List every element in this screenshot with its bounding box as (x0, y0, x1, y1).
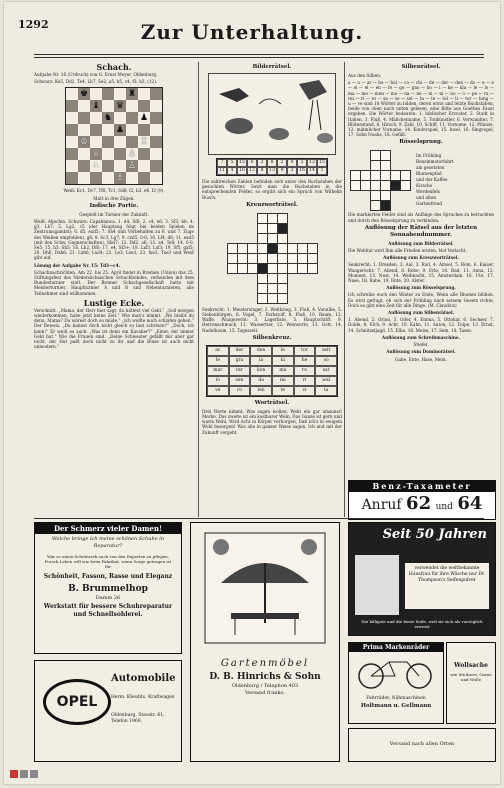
syllable-cell: he (294, 356, 316, 366)
number-grid (216, 158, 328, 176)
number-cell: 14 (307, 167, 317, 175)
chess-square (102, 148, 114, 160)
chess-square (102, 88, 114, 100)
chess-square (150, 172, 162, 184)
syllable-cell: ri (294, 376, 316, 386)
benz-ad-call: Anruf (361, 497, 402, 513)
knight-puzzle-block (348, 148, 494, 212)
shoe-ad-name: B. Brummelhop (68, 584, 148, 594)
solution-2-text: Senkrecht: 1. Dresden, 2. Aal, 3. Rad, 4. Amsel, 5. Rom, 6. Kaiser. Waagerecht: 7. Abend, 8. Rebe, 9. Erle, 10. Rad, 11. Anna, 12. Moment, 13. Nest, 14. Weihnacht, 15. Amsterdam, 16. Ute, 17. Nase, 18. Rabe, 19. Ente, 20. Alster. (348, 262, 494, 284)
solution-4-title: Auflösung zum Silbenrätsel. (387, 310, 455, 316)
chess-title: Schach. (96, 62, 132, 72)
solution-5-text: Stiefel. (413, 342, 429, 348)
solution-1-title: Auflösung zum Bilderrätsel. (388, 240, 454, 246)
ads-rule (34, 518, 484, 519)
knight-puzzle-title: Rösselsprung. (399, 139, 443, 146)
syllable-cell: mar (207, 366, 229, 376)
chess-square (126, 148, 138, 160)
syllable-cell: ve (207, 386, 229, 396)
chess-square (138, 100, 150, 112)
number-cell: 2 (277, 159, 287, 167)
chess-square (138, 148, 150, 160)
archive-logo-icon (10, 768, 70, 778)
chess-solution-title: Lösung der Aufgabe Nr. 15: Td3—c4. (34, 262, 121, 268)
garden-ad-address: Oldenburg / Telephon 403 (231, 683, 299, 689)
chess-square (114, 88, 126, 100)
opel-ad-address: Oldenburg, Staustr. 61, Telefon 1966. (111, 713, 165, 724)
bicycle-ad-firm: Holtmann u. Gellmann (360, 703, 432, 709)
syllable-cell: ki (272, 356, 294, 366)
chess-square (150, 88, 162, 100)
syllable-cell: te (272, 386, 294, 396)
crossword-cell (307, 263, 318, 274)
bicycle-ad (348, 642, 444, 724)
solutions-title: Auflösung der Rätsel aus der letzten Sonnabendnummer. (364, 224, 478, 238)
number-cell: 1 (317, 167, 327, 175)
chess-white-pieces: Weiß: Kc1, Dc7, Tf8, Tc1, Sd8, f2, b3, e6, f2 (9). (63, 188, 165, 194)
chess-piece-icon: ♔ (80, 137, 89, 148)
chess-square (126, 172, 138, 184)
number-cell: 6 (247, 159, 257, 167)
syllable-cell: kon (250, 366, 272, 376)
bird-illustration (209, 74, 342, 152)
syllable-cell: ro (294, 366, 316, 376)
number-cell: 3 (287, 167, 297, 175)
chess-square (90, 124, 102, 136)
number-cell: 7 (217, 159, 227, 167)
garden-furniture-ad (190, 522, 340, 762)
crossword-cell (277, 293, 288, 304)
newspaper-page (4, 2, 500, 784)
knight-word: und alten (416, 195, 437, 201)
solution-5-title: Auflösung zum Schreibmaschine. (381, 334, 461, 340)
knight-word-list (416, 153, 454, 207)
chess-square (90, 136, 102, 148)
chess-square (78, 136, 90, 148)
chess-square (126, 136, 138, 148)
thompson-ad-years: Seit 50 Jahren (382, 527, 487, 542)
syllable-cell: ro (229, 386, 251, 396)
number-cell: 16 (297, 167, 307, 175)
knight-word: und der Kaffee (416, 177, 448, 183)
number-cell: 15 (237, 159, 247, 167)
chess-piece-icon: ♘ (92, 161, 101, 172)
column-separator (198, 62, 199, 517)
chess-column (34, 62, 194, 517)
chess-piece-icon: ♕ (92, 149, 101, 160)
bottom-ad-text: Versand nach allen Orten (389, 741, 455, 747)
knight-word: Kirsche (416, 183, 433, 189)
chess-square (78, 124, 90, 136)
syllable-cell: ac (207, 346, 229, 356)
benz-ad-title: Benz-Taxameter (349, 481, 495, 492)
syllable-cell: der (229, 346, 251, 356)
knight-puzzle-note: Die markierten Felder sind als Anfänge des Spruches zu betrachten und durch den Rösselsprung zu verbinden. (348, 212, 494, 223)
garden-ad-firm: D. B. Hinrichs & Sohn (209, 672, 321, 682)
word-puzzle-text: Drei Worte nimmt, Was sagen wollen, Weht ein gar umsonst! Merke. Das zweite ist ein kostbarer Wein, Das Ganze ist gern und warm Wohl, Wird Acht in Körper verborgen, Daß ich's in ewigem Wohl besorgen! Was alle in ganzer Weise sagen, Ich und mit der Zukunft vergeht. (202, 408, 342, 435)
syllable-cell: fe (207, 356, 229, 366)
chess-piece-icon: ♜ (128, 89, 137, 100)
chess-square (90, 172, 102, 184)
chess-piece-icon: ♗ (116, 173, 125, 184)
number-cell: 5 (227, 159, 237, 167)
chess-square (78, 88, 90, 100)
chess-square (138, 88, 150, 100)
chess-square (114, 136, 126, 148)
syllable-cell: vi (294, 386, 316, 396)
syllable-cell: wal (315, 376, 337, 386)
picture-puzzle-title: Bilderrätsel. (252, 64, 292, 70)
chess-square (78, 148, 90, 160)
solutions-column (348, 62, 494, 474)
chess-piece-icon: ♙ (128, 149, 137, 160)
number-cell: 5 (297, 159, 307, 167)
solution-2-title: Auflösung zum Kreuzworträtsel. (383, 255, 459, 261)
number-cell: 3 (257, 159, 267, 167)
syllable-cell: ter (229, 366, 251, 376)
crossword-cell (400, 180, 411, 191)
column-separator (344, 62, 345, 517)
benz-ad-number-2: 64 (457, 493, 483, 514)
chess-square (90, 148, 102, 160)
syllable-cell: le (272, 346, 294, 356)
shoe-ad-body: War es einen Schuhwerk auch von den Experten zu pflegen, Forsch Leben will wie beim Fabrikat, wenn Sorge getragen ist für (44, 554, 172, 569)
word-puzzle-title: Worträtsel. (254, 399, 290, 406)
opel-ad (34, 660, 182, 762)
chess-square (78, 172, 90, 184)
knight-word: am gesetzten (416, 165, 445, 171)
number-cell: 11 (217, 167, 227, 175)
puzzle-column (202, 62, 342, 517)
number-cell: 15 (317, 159, 327, 167)
chess-square (66, 112, 78, 124)
chess-square (126, 100, 138, 112)
chess-square (126, 124, 138, 136)
knight-grid (350, 150, 410, 210)
chess-square (150, 160, 162, 172)
benz-ad-phones (349, 492, 495, 519)
chess-square (150, 136, 162, 148)
chess-square (66, 136, 78, 148)
thompson-soap-ad (348, 522, 496, 636)
syllable-puzzle-text: a — a — ar — be — bul — ca — chi — de — der — den — do — e — e — ei — el — en — fe — ge — gno — ho — i — ke — kla — le — lo — ma — me — men — mo — na — ne — ni — ni — no — o — pe — ra — rei — ri — ro — sa — se — sel — ta — te — tel — ti — tor — tung — u — ve sind 18 Wörter zu bilden, deren erste und letzte Buchstaben, beide von oben nach unten gelesen, eine Bitte aus Goethes Faust ergeben. Die Wörter bedeuten: 1. biblischer Erzvater, 2. Stadt in Italien, 3. Fluß, 4. Mädchenname, 5. Tonkünstler, 6. Verwandter, 7. Blütenstand, 8. Hirsch, 9. Zahl, 10. Schiff, 11. Vorname, 12. Pflanze, 13. männlicher Vorname, 14. Kinderspiel, 15. Insel, 16. Singvogel, 17. Sohn Noahs, 18. Gefäß. (348, 80, 494, 138)
chess-black-pieces: Schwarz: Ke5, Dd2, Te4, Lb7, Se2, a5, b5, c4, f3, h3, (12). (34, 79, 158, 85)
chess-square (66, 172, 78, 184)
chess-square (126, 160, 138, 172)
bicycle-ad-line: Fahrräder, Nähmaschinen (366, 696, 426, 701)
number-cell: 4 (227, 167, 237, 175)
syllable-cell: lo (207, 376, 229, 386)
chess-square (90, 112, 102, 124)
headline-rule-2 (34, 57, 484, 58)
syllable-cell: la (250, 356, 272, 366)
thompson-ad-note: Die billigste und die beste Seife, weil sie sich als vorzüglich erweist (361, 619, 483, 629)
chess-square (138, 160, 150, 172)
wool-ad-title: Wollsache (454, 662, 488, 669)
chess-square (90, 88, 102, 100)
benz-ad-and: und (435, 502, 453, 512)
solution-6-title: Auflösung zum Dominorätsel. (386, 349, 456, 355)
knight-word: Gartenfreud (416, 201, 443, 207)
number-cell: 9 (287, 159, 297, 167)
chess-square (66, 100, 78, 112)
chess-square (138, 112, 150, 124)
syllable-cell: mi (272, 376, 294, 386)
syllable-cell: sen (229, 376, 251, 386)
chess-square (102, 160, 114, 172)
solution-4-text: 1. Abend, 2. Orion, 3. Oder, 4. Emma, 5. Ottokar, 6. Sechser, 7. Dolde, 8. Elch, 9. Acht, 10. Kahn, 11. Anton, 12. Tulpe, 13. Ernst, 14. Schnitzeljagd, 15. Elba, 16. Meise, 17. Sem, 18. Tasse. (348, 317, 494, 333)
crossword-grid (227, 213, 317, 303)
bicycle-ad-title: Prima Markenräder (349, 643, 443, 652)
bottom-strip-ad (348, 728, 496, 762)
chess-square (114, 124, 126, 136)
syllable-cell: da (250, 376, 272, 386)
page-number: 1292 (18, 18, 49, 31)
chess-mate-line: Matt in drei Zügen. (93, 195, 135, 201)
chess-square (102, 136, 114, 148)
wool-ad-text: wie Stickerei, Garne und Wolle (450, 672, 492, 682)
number-cell: 13 (267, 167, 277, 175)
chess-piece-icon: ♟ (140, 113, 149, 124)
knight-word: Im Frühling (416, 153, 442, 159)
syllable-cell: ma (272, 366, 294, 376)
chess-board (65, 87, 163, 185)
syllable-grid (206, 345, 338, 397)
chess-square (66, 160, 78, 172)
chess-square (114, 172, 126, 184)
knight-word: Werdenfels (416, 189, 440, 195)
opel-ad-title: Automobile (111, 673, 176, 684)
thompson-ad-text: verwendet die weltbekannte Hausfrau für ihre Wäsche nur Dr. Thompson's Seifenpulver (405, 563, 489, 609)
syllable-cell: so (315, 356, 337, 366)
garden-ad-title: Gartenmöbel (220, 658, 310, 669)
syllable-cell: zeit (315, 346, 337, 356)
chess-problem-intro: Aufgabe Nr. 16 (Urdruck) von G. Ernst Meyer, Oldenburg. (34, 72, 158, 77)
solution-6-text: Gabe, Ente, Hase, Mein. (395, 356, 447, 362)
syllable-cell: tor (294, 346, 316, 356)
chess-square (114, 100, 126, 112)
shoe-ad-tagline: Werkstatt für bessere Schuhreparatur und Schnellsohlerei. (43, 603, 173, 618)
chess-square (78, 100, 90, 112)
number-cell: 16 (237, 167, 247, 175)
shoe-repair-ad (34, 522, 182, 654)
chess-game-subtitle: Gespielt im Turnier der Zukunft. (79, 211, 149, 217)
chess-square (114, 148, 126, 160)
page-headline: Zur Unterhaltung. (140, 20, 364, 44)
number-cell: 8 (267, 159, 277, 167)
chess-square (90, 160, 102, 172)
chess-square (138, 136, 150, 148)
chess-square (138, 124, 150, 136)
funny-corner-text: Verschnitt. „Mama, der Herr hier sagt, du hättest viel Geld.“ „Soll morgen wiederkommen, habe jetzt keine Zeit.“ Wie man's nimmt. „Wo bleibt du denn, Mama? Du wärest doch so müde.“ „Ich wollte noch schlafen gehen.“ Der Beweis. „Du kannst doch nicht gleich so laut schreien?“ „Doch, ich kann!“ Er weiß es auch. „Was ist denn ein Kavalier?“ „Einer, der immer Geld hat.“ Wie die Frauen sind. „Deine Schwester gefällt mir aber gar nicht, der Hut paßt doch nicht zu ihr und die Bluse ist auch nicht unmodern.“ (34, 307, 194, 350)
chess-square (138, 172, 150, 184)
syllable-cell: sat (315, 366, 337, 376)
chess-game-text: Weiß: Aljechin. Schwarz: Capablanca. 1. d4, Sf6; 2. c4, e6; 3. Sf3, b6; 4. g3, Lb7; 5. Lg2, c5 (der Hauptzug folgt bei beiden Spielen im Zentrumsgambit); 6. d5, exd5; 7. Sh4 (mit Vorbehalten zu 6. und 7. Zuge des Weißen empfohlen), g6; 8. Sc3, Lg7; 9. cxd5, 0-0; 10. Lf4, d6; 11. exd5 (mit den Schw. Gegnerschaften), Sbd7; 12. Dd2, a6; 13. a4, Te8; 14. 0-0, Se5; 15. h3, Sh5; 16. Lh2, Df6; 17. e4, Sf3+; 18. Lxf3, Lxf3; 19. Sf5, gxf5; 20. Dh6, Dxh6; 21. Lxh6, Lxd4; 22. Le3, Lxe3; 23. fxe3, Txe3 und Weiß gibt auf. (34, 219, 194, 261)
number-cell: 12 (247, 167, 257, 175)
syllable-cell: gra (229, 356, 251, 366)
bicycle-icon (349, 652, 441, 692)
chess-news-text: Schachnachrichten. Am 22. bis 25. April findet in Bremen (Union) das 25. Stiftungsfest des Niedersächsischen Schachbundes, verbunden mit dem Bundesturnier statt. Der Bremer Schachgesellschaft hatte mit Meisterturnier, Hauptturnier A und B und Nebenturnieren, alle Teilnehmer sind willkommen. (34, 269, 194, 296)
chess-square (114, 112, 126, 124)
chess-square (78, 112, 90, 124)
shoe-ad-qualities: Schönheit, Fasson, Rasse und Eleganz (43, 573, 173, 580)
chess-piece-icon: ♖ (140, 137, 149, 148)
chess-game-title: Indische Partie. (89, 202, 139, 209)
chess-square (102, 172, 114, 184)
syllable-puzzle-title: Silbenrätsel. (401, 64, 441, 70)
picture-puzzle-note: Die zahlreichen Zahlen befinden sich unter den Buchstaben der gesuchten Wörter. Setzt man die Buchstaben in die entsprechenden Felder, so ergibt sich ein Spruch von Wilhelm Busch. (202, 179, 342, 200)
number-cell: 9 (277, 167, 287, 175)
shoe-ad-subline: Welche bringe ich meine schönen Schuhe in Reparatur? (51, 536, 165, 549)
chess-square (102, 100, 114, 112)
chess-square (102, 112, 114, 124)
crossword-cell (380, 200, 391, 211)
chess-square (66, 88, 78, 100)
chess-square (114, 160, 126, 172)
number-cell: 8 (257, 167, 267, 175)
crossword-title: Kreuzworträtsel. (246, 201, 298, 208)
chess-square (66, 124, 78, 136)
shoe-ad-headline: Der Schmerz vieler Damen! (35, 523, 181, 534)
benz-taxameter-ad (348, 480, 496, 520)
chess-square (78, 160, 90, 172)
chess-square (126, 88, 138, 100)
funny-corner-title: Lustige Ecke. (83, 297, 145, 308)
picture-puzzle-illustration (208, 73, 336, 155)
chess-square (90, 100, 102, 112)
chess-square (126, 112, 138, 124)
syllable-cell: len (250, 386, 272, 396)
solution-1-text: Die Wohltat wird Ihm alle Frieden ernten, Not Verlacht. (348, 248, 467, 254)
knight-word: Benzinmotorfahrt (416, 159, 454, 165)
syllable-cell: ta (315, 386, 337, 396)
opel-logo: OPEL (43, 679, 111, 725)
solution-3-title: Auflösung zum Rösselsprung. (386, 285, 456, 291)
syllable-cell: den (250, 346, 272, 356)
chess-piece-icon: ♝ (92, 101, 101, 112)
knight-word: Blumenpfad (416, 171, 442, 177)
number-cell: 12 (307, 159, 317, 167)
chess-square (102, 124, 114, 136)
syllable-cross-title: Silbenkreuz. (252, 334, 292, 341)
chess-piece-icon: ♟ (116, 125, 125, 136)
chess-piece-icon: ♞ (104, 113, 113, 124)
chess-square (150, 148, 162, 160)
chess-square (150, 124, 162, 136)
shoe-ad-address: Damm 26 (95, 595, 121, 601)
crossword-clues: Senkrecht: 1. Meistersinger, 2. Weltkrieg, 3. Fluß, 4. Vorsilbe, 5. Siebenbürgen, 6. Vogel, 7. Farbstoff, 8. Fluß, 10. Baum, 12. Waffe. Waagerecht: 3. Lagerliste, 5. Hauptschrift, 9. Herrenschmuck, 11. Wassertier, 12. Weinsorte, 13. Gott, 14. Nadelbaum, 15. Tageszeit. (202, 306, 342, 333)
headline-rule (34, 54, 484, 55)
advertisements (34, 522, 494, 778)
benz-ad-number-1: 62 (406, 493, 432, 514)
chess-square (150, 100, 162, 112)
garden-illustration (191, 523, 339, 653)
opel-ad-dealer: Herm. Klesdits, Kraftwagen (111, 695, 175, 700)
chess-piece-icon: ♙ (128, 161, 137, 172)
chess-square (66, 148, 78, 160)
wool-ad (446, 642, 496, 724)
chess-square (150, 112, 162, 124)
syllable-puzzle-intro: Aus den Silben: (348, 73, 382, 78)
solution-3-text: Ich schreibe euch den Winter zu Ende, Wenn alle Blumen blühen. Es wird gefragt, ob sich der Frühling nach seinem Gesetz richte, Doch es gibt eine Zeit für alle Dinge. (M. Claudius) (348, 292, 494, 308)
chess-piece-icon: ♛ (116, 101, 125, 112)
chess-piece-icon: ♚ (80, 89, 89, 100)
garden-ad-note: Versand franko. (244, 690, 286, 696)
soap-box-icon (355, 555, 399, 615)
